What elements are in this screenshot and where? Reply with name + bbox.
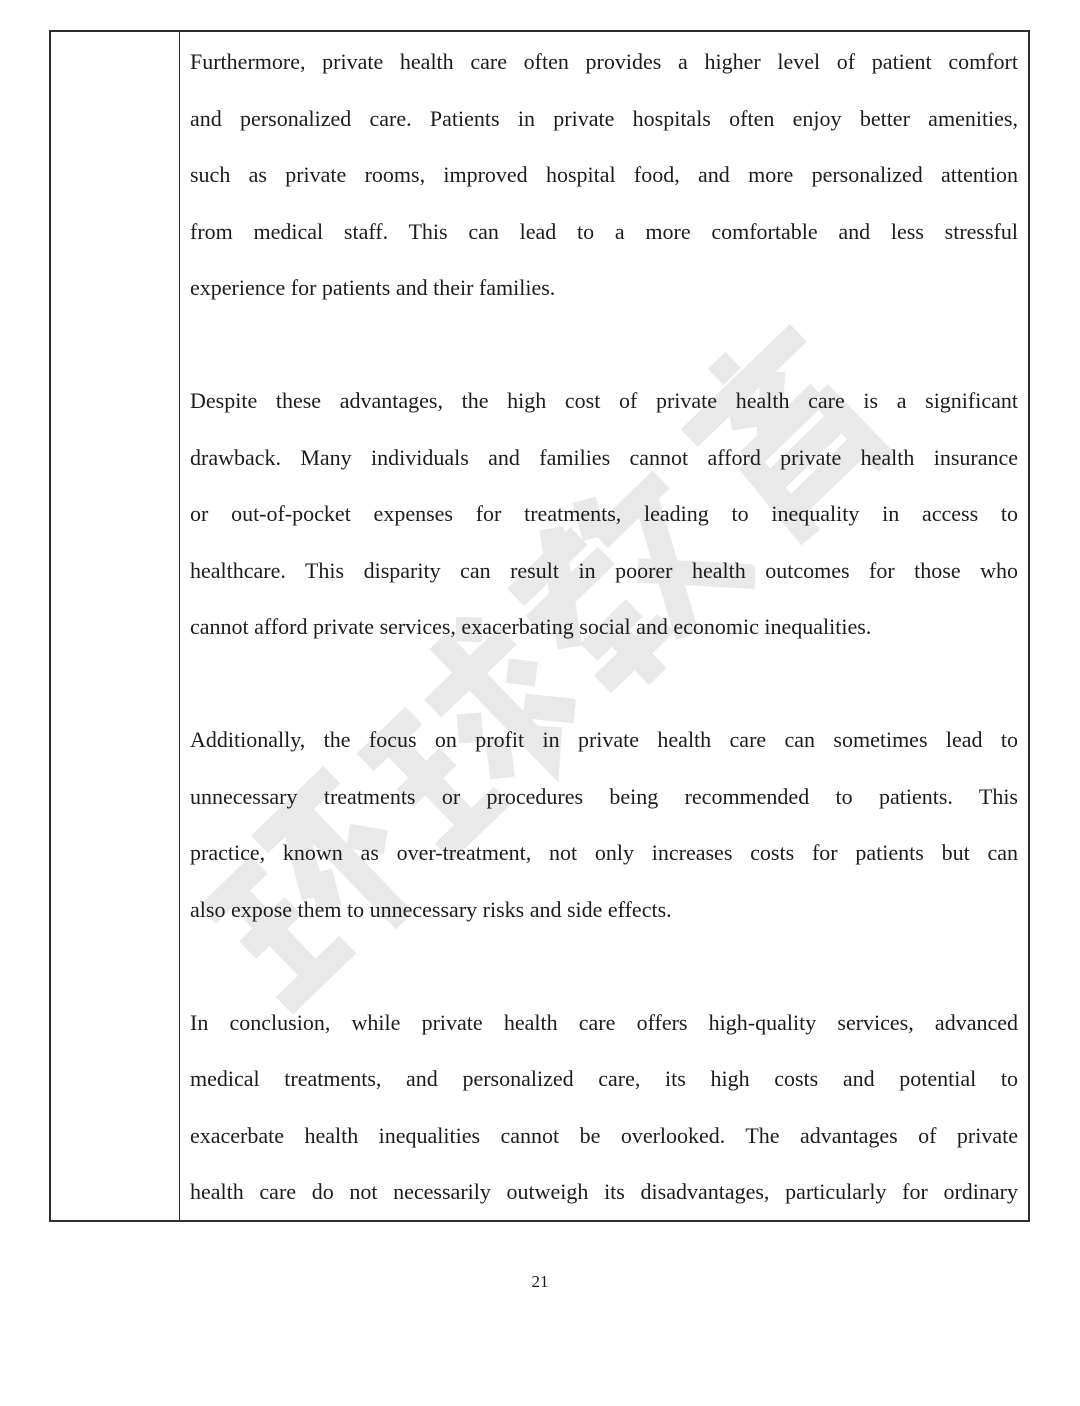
text-line: from medical staff. This can lead to a more comfortable and less stressful <box>190 218 1018 244</box>
paragraph <box>190 712 1018 938</box>
paragraph <box>190 995 1018 1221</box>
text-line: such as private rooms, improved hospital food, and more personalized attention <box>190 162 1018 187</box>
essay-table <box>49 30 1030 1222</box>
text-line: and personalized care. Patients in private hospitals often enjoy better amenities, <box>190 105 1018 131</box>
text-line: practice, known as over-treatment, not only increases costs for patients but can <box>190 840 1018 865</box>
text-line: healthcare. This disparity can result in poorer health outcomes for those who <box>190 557 1018 583</box>
text-line: Despite these advantages, the high cost of private health care is a significant <box>190 388 1018 413</box>
text-line: In conclusion, while private health care offers high-quality services, advanced <box>190 1009 1018 1035</box>
text-line: also expose them to unnecessary risks and side effects. <box>190 896 672 922</box>
paragraph <box>190 34 1018 317</box>
paragraph <box>190 373 1018 656</box>
text-line: cannot afford private services, exacerbating social and economic inequalities. <box>190 614 872 639</box>
text-line: drawback. Many individuals and families cannot afford private health insurance <box>190 444 1018 470</box>
text-line: unnecessary treatments or procedures being recommended to patients. This <box>190 783 1018 809</box>
text-line: Furthermore, private health care often provides a higher level of patient comfort <box>190 49 1018 74</box>
table-left-cell <box>51 32 180 1220</box>
text-line: experience for patients and their families. <box>190 275 556 300</box>
text-line: medical treatments, and personalized care, its high costs and potential to <box>190 1066 1018 1091</box>
text-line: exacerbate health inequalities cannot be overlooked. The advantages of private <box>190 1122 1018 1148</box>
table-text-cell <box>180 32 1028 1220</box>
text-line: Additionally, the focus on profit in private health care can sometimes lead to <box>190 727 1018 752</box>
page-number: 21 <box>531 1272 549 1291</box>
text-line: or out-of-pocket expenses for treatments, leading to inequality in access to <box>190 501 1018 526</box>
text-line: health care do not necessarily outweigh its disadvantages, particularly for ordinary <box>190 1179 1018 1204</box>
